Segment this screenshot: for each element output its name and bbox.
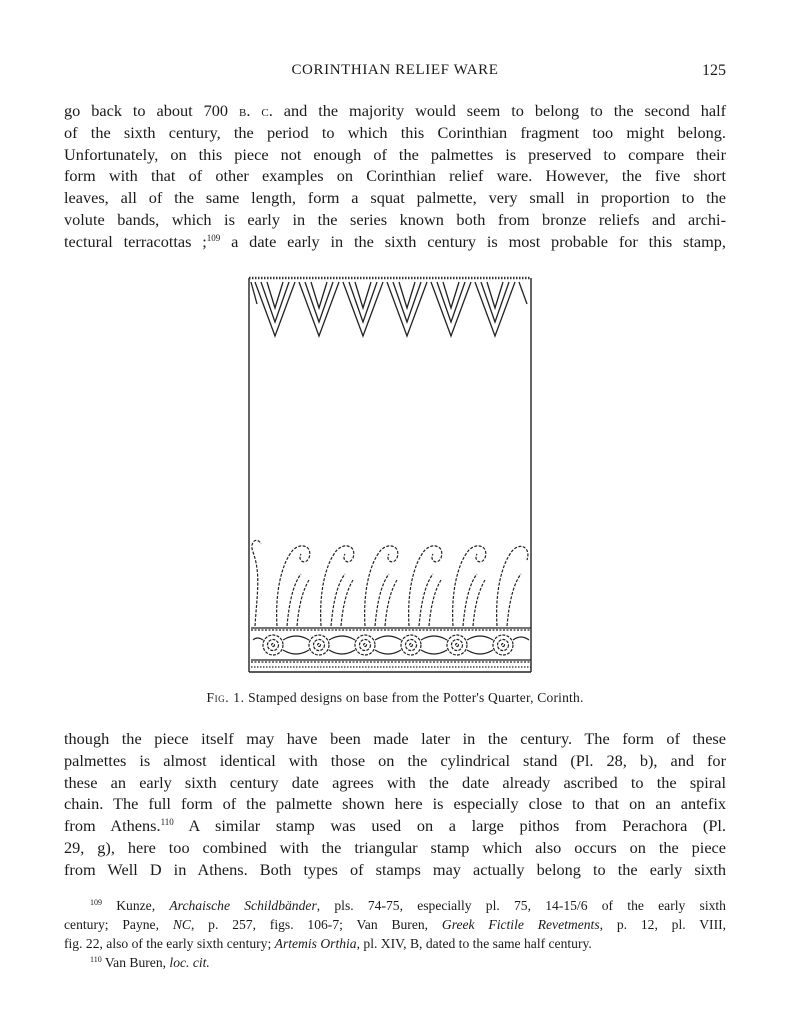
- text-run: Kunze,: [102, 898, 170, 913]
- figure-frame: [249, 278, 531, 672]
- footnotes: [64, 896, 726, 972]
- figure-caption: [64, 690, 726, 706]
- footnote-109-line: [64, 915, 726, 934]
- text-line: of the sixth century, the period to which this Corinthian fragment too might belong.: [64, 122, 726, 142]
- figure-label: Fig. 1.: [206, 690, 245, 705]
- text-line: chain. The full form of the palmette shown here is especially close to that on an antefix: [64, 794, 726, 814]
- page-number: 125: [702, 62, 726, 79]
- text-run: tectural terracottas ;: [64, 231, 207, 251]
- text-line: from Well D in Athens. Both types of stamps may actually belong to the early sixth: [64, 859, 726, 879]
- footnote-ref-110[interactable]: 110: [160, 817, 174, 828]
- footnote-109-line: [64, 934, 726, 953]
- text-line: though the piece itself may have been made later in the century. The form of these: [64, 729, 726, 748]
- triangle-stamp-band: [251, 282, 527, 336]
- text-line: [64, 231, 726, 253]
- footnote-ref-109[interactable]: 109: [206, 232, 221, 243]
- palmette-stamp-band: [252, 540, 528, 626]
- text-run: fig. 22, also of the early sixth century;: [64, 936, 275, 951]
- text-line: Unfortunately, on this piece not enough of the palmettes is preserved to compare their: [64, 144, 726, 164]
- italic-title: Archaische Schildbänder: [169, 898, 317, 913]
- text-line: palmettes is almost identical with those on the cylindrical stand (Pl. 28, b), and for: [64, 750, 726, 770]
- footnote-110: [64, 953, 726, 972]
- text-run: Van Buren,: [101, 955, 170, 970]
- italic-title: loc. cit.: [169, 955, 210, 970]
- small-caps-run: b. c.: [239, 101, 273, 120]
- footnote-number: 109: [90, 898, 102, 907]
- footnote-number: 110: [90, 955, 102, 964]
- text-line: volute bands, which is early in the series known both from bronze reliefs and archi-: [64, 209, 726, 229]
- text-line: form with that of other examples on Corinthian relief ware. However, the five short: [64, 166, 726, 186]
- text-run: and the majority would seem to belong to the second half: [272, 101, 727, 120]
- text-run: , pls. 74-75, especially pl. 75, 14-15/6 of the early sixth: [316, 898, 726, 913]
- stamped-designs-figure: [247, 274, 533, 676]
- text-line: [64, 100, 726, 122]
- text-run: go back to about 700: [64, 101, 240, 120]
- running-title: CORINTHIAN RELIEF WARE: [291, 62, 499, 78]
- footnote-109: [64, 896, 726, 915]
- text-line: 29, g), here too combined with the triangular stamp which also occurs on the piece: [64, 837, 726, 857]
- spiral-chain-band: [251, 628, 531, 667]
- text-run: A similar stamp was used on a large pithos from Perachora (Pl.: [173, 816, 726, 836]
- page-header: [64, 62, 726, 86]
- text-line: [64, 815, 726, 837]
- paragraph-top: [64, 100, 726, 253]
- italic-title: NC: [172, 917, 191, 932]
- text-run: , pl. XIV, B, dated to the same half century.: [356, 936, 592, 951]
- text-run: a date early in the sixth century is most probable for this stamp,: [220, 231, 726, 251]
- text-line: leaves, all of the same length, form a squat palmette, very small in proportion to the: [64, 188, 726, 208]
- paragraph-bottom: [64, 728, 726, 881]
- text-run: , p. 257, figs. 106-7; Van Buren,: [190, 917, 442, 932]
- text-run: , p. 12, pl. VIII,: [599, 917, 727, 932]
- text-line: these an early sixth century date agrees with the date already ascribed to the spiral: [64, 772, 726, 792]
- italic-title: Greek Fictile Revetments: [441, 917, 600, 932]
- caption-text: Stamped designs on base from the Potter's Quarter, Corinth.: [244, 690, 584, 705]
- text-run: century; Payne,: [64, 917, 173, 932]
- italic-title: Artemis Orthia: [274, 936, 357, 951]
- text-run: from Athens.: [64, 816, 161, 836]
